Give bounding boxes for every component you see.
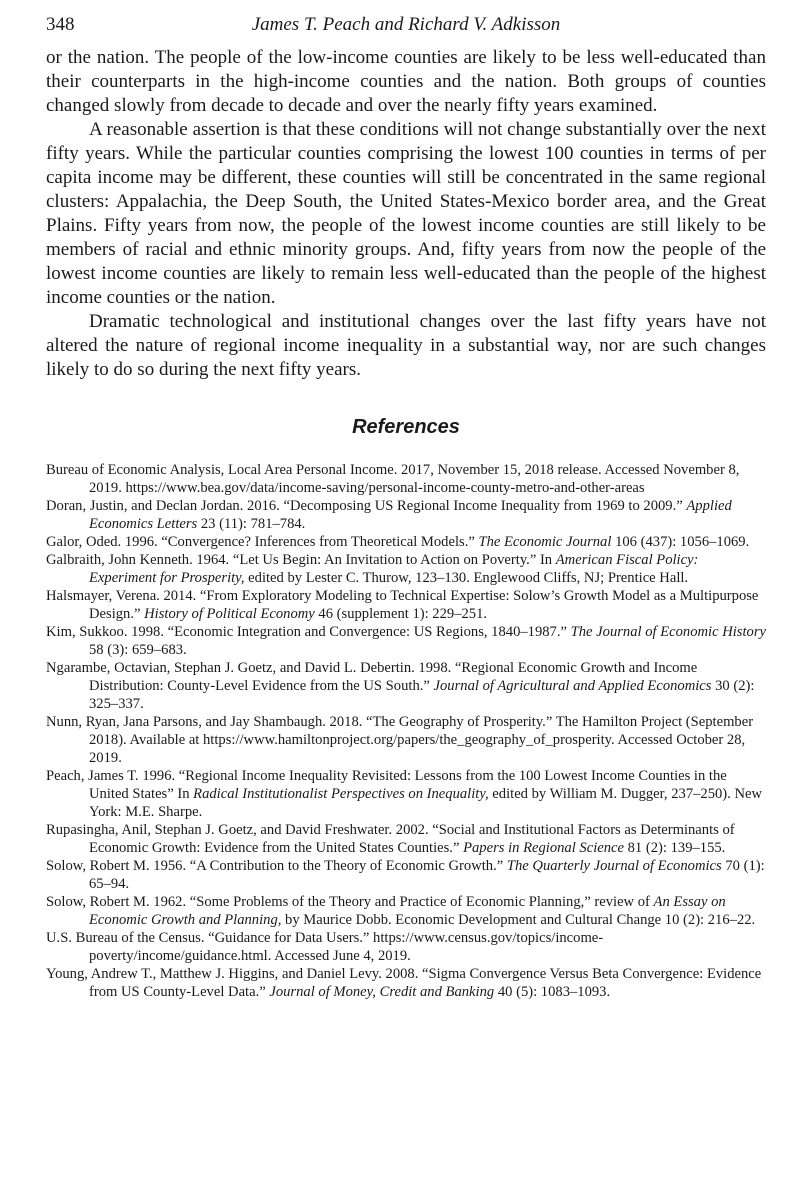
reference-source-title: Papers in Regional Science: [463, 840, 624, 856]
reference-details: 23 (11): 781–784.: [197, 516, 306, 532]
reference-item: [46, 929, 766, 965]
reference-details: 40 (5): 1083–1093.: [494, 984, 611, 1000]
reference-item: [46, 965, 766, 1001]
reference-text: Young, Andrew T., Matthew J. Higgins, and Daniel Levy. 2008. “Sigma Convergence Versus Beta Convergence: Evidence from US County-Level Data.”: [46, 966, 762, 1000]
reference-text: Kim, Sukkoo. 1998. “Economic Integration and Convergence: US Regions, 1840–1987.”: [46, 624, 571, 640]
reference-details: 58 (3): 659–683.: [89, 642, 187, 658]
reference-text: Rupasingha, Anil, Stephan J. Goetz, and David Freshwater. 2002. “Social and Institutional Factors as Determinants of Economic Growth: Evidence from the United States Counties.”: [46, 822, 735, 856]
page-number: 348: [46, 14, 75, 35]
reference-item: [46, 767, 766, 821]
running-head: [46, 0, 766, 46]
reference-text: Solow, Robert M. 1962. “Some Problems of the Theory and Practice of Economic Planning,” review of: [46, 894, 654, 910]
reference-item: [46, 587, 766, 623]
reference-text: Peach, James T. 1996. “Regional Income Inequality Revisited: Lessons from the 100 Lowest Income Counties in the United States” In: [46, 768, 727, 802]
reference-source-title: An Essay on Economic Growth and Planning,: [89, 894, 726, 928]
reference-details: 46 (supplement 1): 229–251.: [314, 606, 488, 622]
reference-source-title: Radical Institutionalist Perspectives on Inequality,: [193, 786, 489, 802]
body-text: [46, 46, 766, 382]
reference-source-title: The Quarterly Journal of Economics: [506, 858, 722, 874]
reference-item: [46, 857, 766, 893]
reference-text: Nunn, Ryan, Jana Parsons, and Jay Shambaugh. 2018. “The Geography of Prosperity.” The Hamilton Project (September 2018). Available at https://www.hamiltonproject.org/papers/the_geography_of_prosperity. Accessed October 28, 2019.: [46, 714, 754, 766]
reference-text: Solow, Robert M. 1956. “A Contribution to the Theory of Economic Growth.”: [46, 858, 507, 874]
reference-source-title: The Economic Journal: [478, 534, 612, 550]
reference-text: Galbraith, John Kenneth. 1964. “Let Us Begin: An Invitation to Action on Poverty.” In: [46, 552, 556, 568]
reference-source-title: Journal of Agricultural and Applied Economics: [433, 678, 712, 694]
reference-item: [46, 623, 766, 659]
reference-item: [46, 533, 766, 551]
reference-item: [46, 893, 766, 929]
reference-text: Galor, Oded. 1996. “Convergence? Inferences from Theoretical Models.”: [46, 534, 479, 550]
reference-details: edited by William M. Dugger, 237–250). New York: M.E. Sharpe.: [89, 786, 763, 820]
reference-details: 30 (2): 325–337.: [89, 678, 755, 712]
reference-details: 70 (1): 65–94.: [89, 858, 765, 892]
reference-text: Doran, Justin, and Declan Jordan. 2016. “Decomposing US Regional Income Inequality from 1969 to 2009.”: [46, 498, 687, 514]
reference-source-title: Applied Economics Letters: [89, 498, 732, 532]
reference-details: edited by Lester C. Thurow, 123–130. Englewood Cliffs, NJ; Prentice Hall.: [244, 570, 689, 586]
reference-source-title: American Fiscal Policy: Experiment for Prosperity,: [89, 552, 699, 586]
reference-item: [46, 461, 766, 497]
reference-text: Ngarambe, Octavian, Stephan J. Goetz, and David L. Debertin. 1998. “Regional Economic Growth and Income Distribution: County-Level Evidence from the US South.”: [46, 660, 698, 694]
reference-list: [46, 461, 766, 1001]
body-paragraph: or the nation. The people of the low-income counties are likely to be less well-educated than their counterparts in the high-income counties and the nation. Both groups of counties changed slowly from decade to decade and over the nearly fifty years examined.: [46, 47, 766, 116]
reference-item: [46, 821, 766, 857]
reference-item: [46, 497, 766, 533]
references-heading: References: [352, 416, 460, 438]
reference-item: [46, 713, 766, 767]
reference-source-title: History of Political Economy: [144, 606, 315, 622]
reference-text: Bureau of Economic Analysis, Local Area Personal Income. 2017, November 15, 2018 release. Accessed November 8, 2019. https://www.bea.gov/data/income-saving/personal-income-county-metro-and-other-areas: [46, 462, 740, 496]
reference-text: U.S. Bureau of the Census. “Guidance for Data Users.” https://www.census.gov/topics/income-poverty/income/guidance.html. Accessed June 4, 2019.: [46, 930, 604, 964]
reference-item: [46, 551, 766, 587]
body-paragraph: Dramatic technological and institutional changes over the last fifty years have not altered the nature of regional income inequality in a substantial way, nor are such changes likely to do so during the next fifty years.: [46, 311, 766, 380]
reference-source-title: Journal of Money, Credit and Banking: [269, 984, 495, 1000]
reference-details: 81 (2): 139–155.: [623, 840, 726, 856]
reference-details: 106 (437): 1056–1069.: [611, 534, 750, 550]
reference-text: Halsmayer, Verena. 2014. “From Exploratory Modeling to Technical Expertise: Solow’s Growth Model as a Multipurpose Design.”: [46, 588, 759, 622]
reference-details: by Maurice Dobb. Economic Development and Cultural Change 10 (2): 216–22.: [281, 912, 756, 928]
journal-page: [46, 0, 766, 1001]
reference-source-title: The Journal of Economic History: [570, 624, 766, 640]
body-paragraph: A reasonable assertion is that these conditions will not change substantially over the next fifty years. While the particular counties comprising the lowest 100 counties in terms of per capita income may be different, these counties will still be concentrated in the same regional clusters: Appalachia, the Deep South, the United States-Mexico border area, and the Great Plains. Fifty years from now, the people of the lowest income counties are still likely to be members of racial and ethnic minority groups. And, fifty years from now the people of the lowest income counties are likely to remain less well-educated than the people of the highest income counties or the nation.: [46, 119, 766, 308]
reference-item: [46, 659, 766, 713]
running-title: James T. Peach and Richard V. Adkisson: [251, 14, 561, 35]
